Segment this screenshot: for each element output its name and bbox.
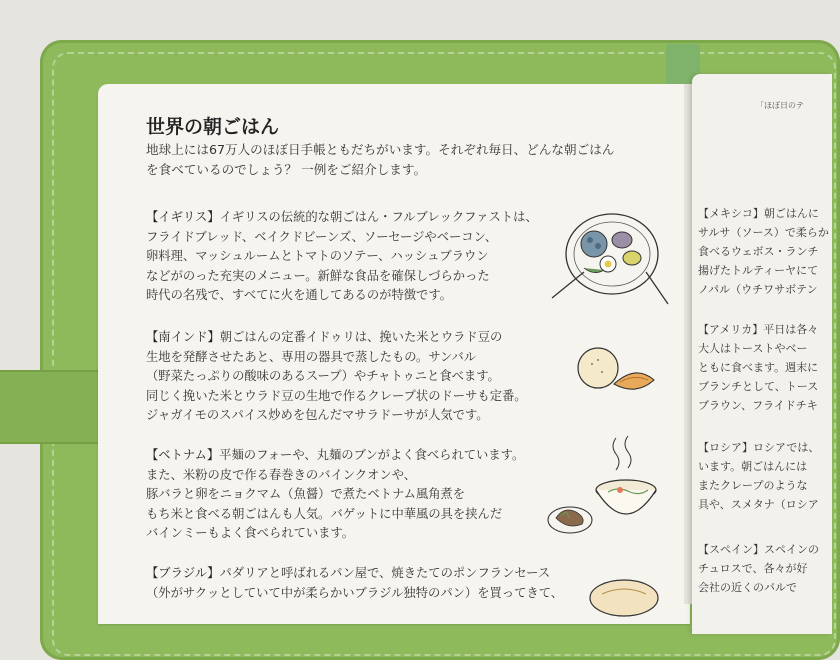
right-line: 揚げたトルティーヤにて [698, 264, 819, 277]
right-line: 【ロシア】ロシアでは、 [698, 441, 820, 454]
section-text: 平麺のフォーや、丸麺のブンがよく食べられています。 また、米粉の皮で作る春巻きのバインクオンや、 豚バラと卵をニョクマム（魚醤）で煮たベトナム風角煮を もち米と食べる朝ごはんも人気。バゲットに中華風の具を挟んだ バインミーもよく食べられています。 [146, 448, 525, 540]
section-text: 朝ごはんの定番イドゥリは、挽いた米とウラド豆の 生地を発酵させたあと、専用の器具で蒸したもの。サンバル （野菜たっぷりの酸味のあるスープ）やチャトゥニと食べます。 同じく挽いた米とウラド豆の生地で作るクレープ状のドーサも定番。 ジャガイモのスパイス炒めを包んだマサラドーサが人気です。 [146, 330, 527, 422]
section-label: 【イギリス】 [146, 210, 220, 224]
section-label: 【ブラジル】 [146, 566, 220, 580]
right-page [692, 74, 832, 634]
right-line: 具や、スメタナ（ロシア [698, 498, 819, 511]
right-line: 大人はトーストやベー [698, 342, 808, 355]
section-brazil [146, 564, 586, 603]
page-title: 世界の朝ごはん [146, 116, 280, 138]
right-page-header: 「ほぼ日のテ [756, 101, 804, 110]
right-line: ブラウン、フライドチキ [698, 399, 818, 412]
left-page [98, 84, 690, 624]
section-uk [146, 208, 586, 306]
right-line: ノパル（ウチワサボテン [698, 283, 818, 296]
section-label: 【南インド】 [146, 330, 220, 344]
right-line: 【スペイン】スペインの [698, 543, 819, 556]
breakfast-plate-illustration [546, 202, 674, 312]
pho-bowl-illustration [544, 432, 674, 540]
section-label: 【ベトナム】 [146, 448, 220, 462]
right-line: います。朝ごはんには [698, 460, 808, 473]
right-line: またクレープのような [698, 479, 808, 492]
right-line: 【メキシコ】朝ごはんに [698, 207, 819, 220]
right-line: 食べるウェボス・ランチ [698, 245, 819, 258]
section-text: イギリスの伝統的な朝ごはん・フルブレックファストは、 フライドブレッド、ベイクドビーンズ、ソーセージやベーコン、 卵料理、マッシュルームとトマトのソテー、ハッシュブラウン などがのった充実のメニュー。新鮮な食品を確保しづらかった 時代の名残で、すべてに火を通してあるのが特徴です。 [146, 210, 538, 302]
section-text: パダリアと呼ばれるパン屋で、焼きたてのポンフランセース （外がサクッとしていて中が柔らかいブラジル独特のパン）を買ってきて、 [146, 566, 564, 600]
section-vietnam [146, 446, 586, 544]
right-line: ともに食べます。週末に [698, 361, 819, 374]
right-line: 【アメリカ】平日は各々 [698, 323, 819, 336]
bread-illustration [584, 568, 664, 624]
right-line: チュロスで、各々が好 [698, 562, 808, 575]
section-south-india [146, 328, 586, 426]
idli-illustration [568, 338, 668, 408]
right-line: 会社の近くのバルで [698, 581, 797, 594]
intro-text: 地球上には67万人のほぼ日手帳ともだちがいます。それぞれ毎日、どんな朝ごはんを食べているのでしょう？ 一例をご紹介します。 [146, 142, 615, 177]
closure-strap [0, 370, 110, 444]
right-line: サルサ（ソース）で柔らか [698, 226, 829, 239]
right-line: ブランチとして、トース [698, 380, 819, 393]
